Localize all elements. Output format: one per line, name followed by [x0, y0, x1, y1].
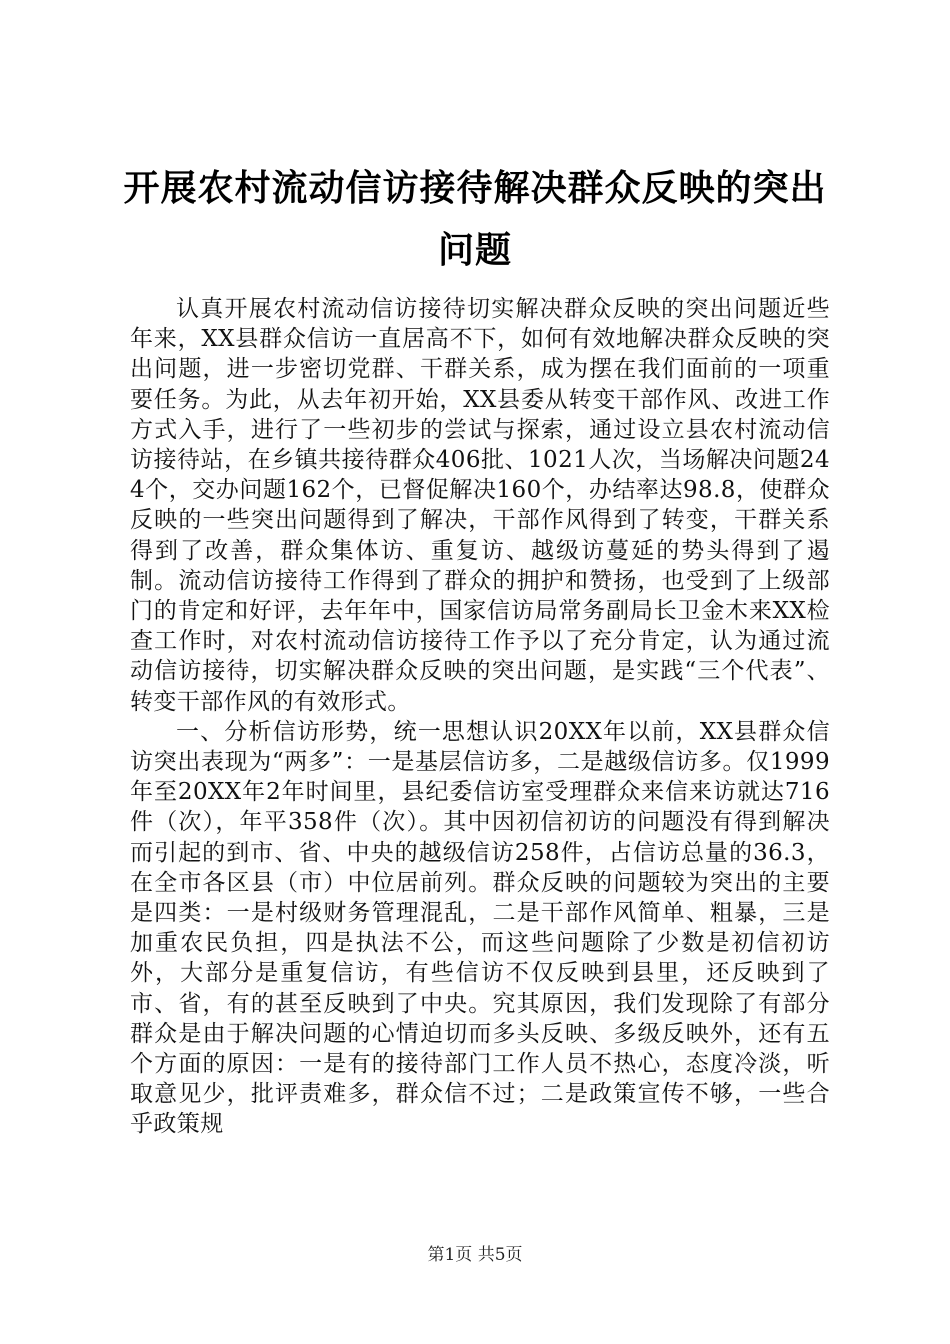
page-footer: 第1页 共5页 — [427, 1245, 523, 1265]
paragraph-intro: 认真开展农村流动信访接待切实解决群众反映的突出问题近些年来，XX县群众信访一直居高不下，如何有效地解决群众反映的突出问题，进一步密切党群、干群关系，成为摆在我们面前的一项重要任务。为此，从去年初开始，XX县委从转变干部作风、改进工作方式入手，进行了一些初步的尝试与探索，通过设立县农村流动信访接待站，在乡镇共接待群众406批、1021人次，当场解决问题244个，交办问题162个，已督促解决160个，办结率达98.8，使群众反映的一些突出问题得到了解决，干部作风得到了转变，干群关系得到了改善，群众集体访、重复访、越级访蔓延的势头得到了遏制。流动信访接待工作得到了群众的拥护和赞扬，也受到了上级部门的肯定和好评，去年年中，国家信访局常务副局长卫金木来XX检查工作时，对农村流动信访接待工作予以了充分肯定，认为通过流动信访接待，切实解决群众反映的突出问题，是实践“三个代表”、转变干部作风的有效形式。 — [130, 296, 830, 715]
document-title: 开展农村流动信访接待解决群众反映的突出问题 — [123, 168, 827, 271]
document-body — [130, 294, 830, 1140]
paragraph-section-one: 一、分析信访形势，统一思想认识20XX年以前，XX县群众信访突出表现为“两多”：一是基层信访多，二是越级信访多。仅1999年至20XX年2年时间里，县纪委信访室受理群众来信来访就达716件（次），年平358件（次）。其中因初信初访的问题没有得到解决而引起的到市、省、中央的越级信访258件，占信访总量的36.3，在全市各区县（市）中位居前列。群众反映的问题较为突出的主要是四类：一是村级财务管理混乱，二是干部作风简单、粗暴，三是加重农民负担，四是执法不公，而这些问题除了少数是初信初访外，大部分是重复信访，有些信访不仅反映到县里，还反映到了市、省，有的甚至反映到了中央。究其原因，我们发现除了有部分群众是由于解决问题的心情迫切而多头反映、多级反映外，还有五个方面的原因：一是有的接待部门工作人员不热心，态度冷淡，听取意见少，批评责难多，群众信不过；二是政策宣传不够，一些合乎政策规 — [130, 718, 830, 1138]
